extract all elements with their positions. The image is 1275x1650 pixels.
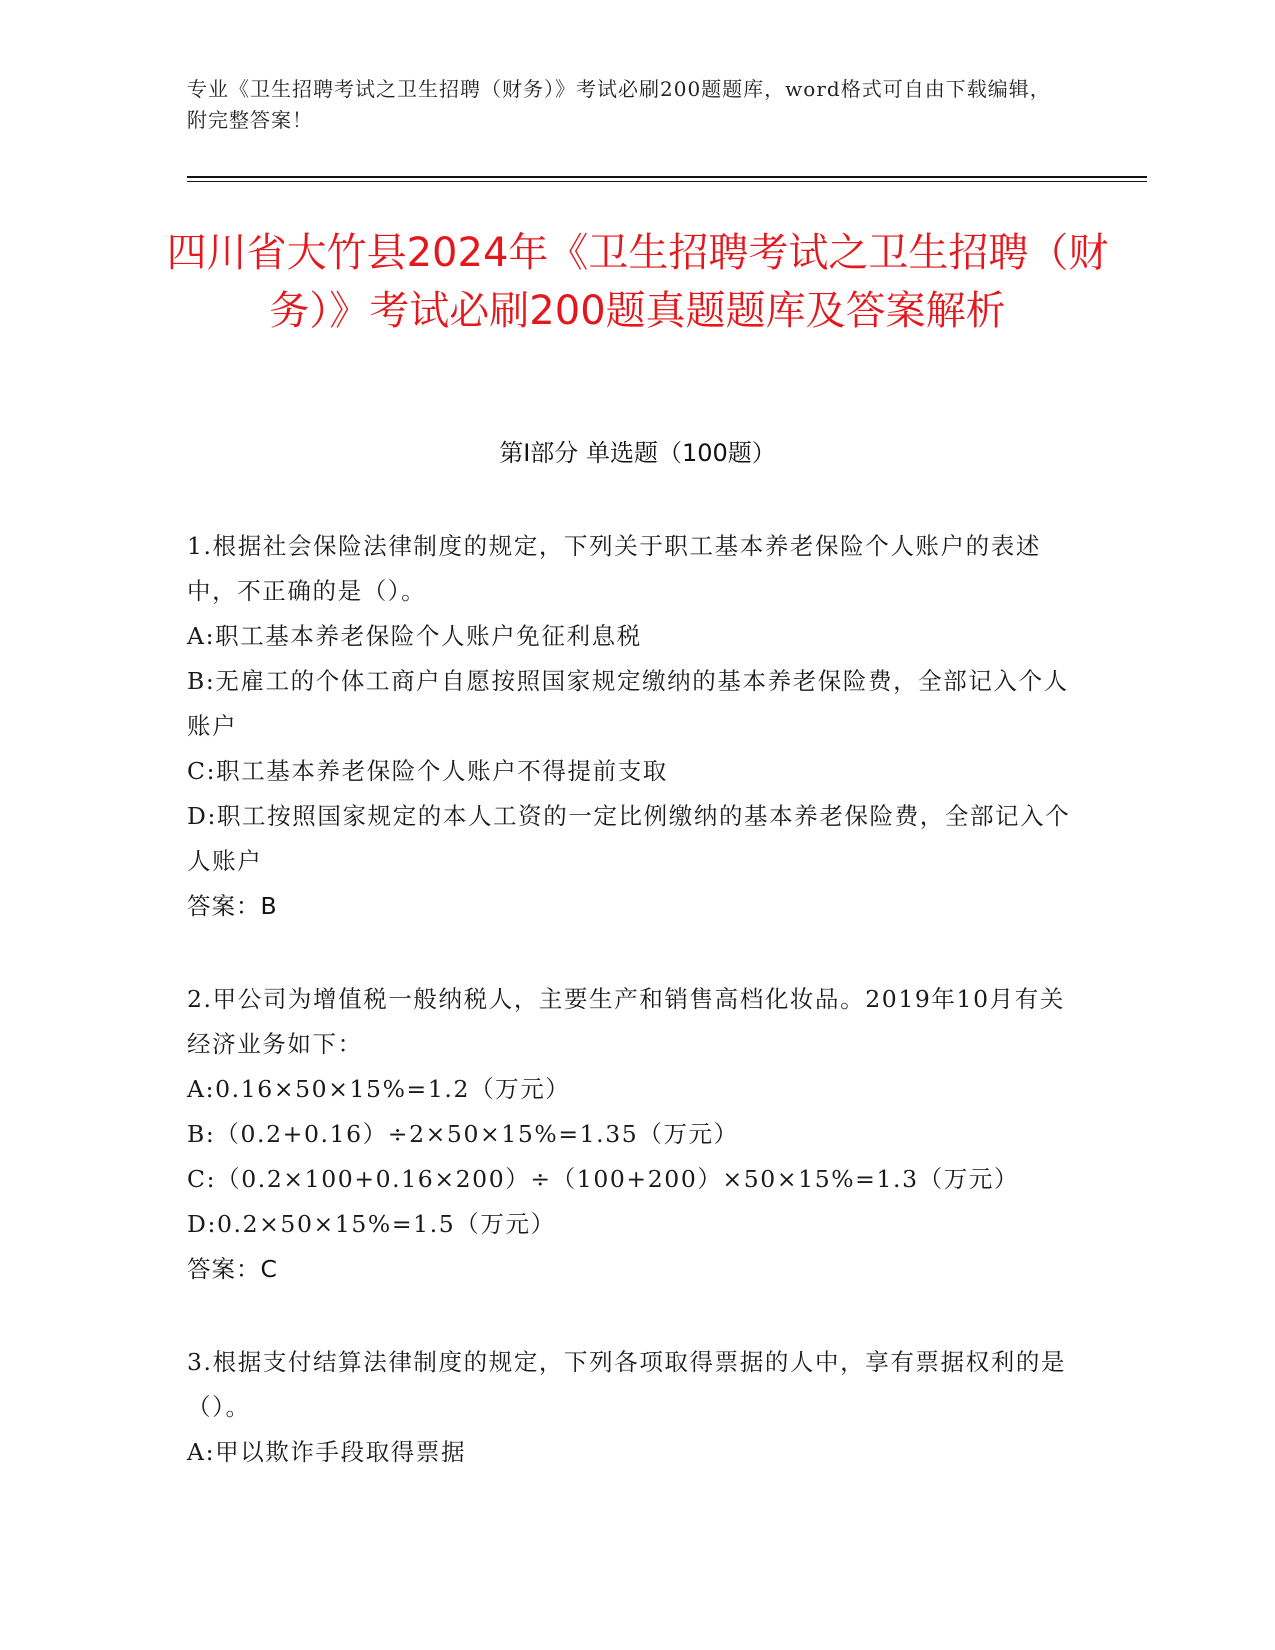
answer-line: 答案：B — [187, 892, 278, 920]
question-stem: 3.根据支付结算法律制度的规定，下列各项取得票据的人中，享有票据权利的是（）。 — [187, 1348, 1067, 1421]
option-d: D:0.2×50×15%=1.5（万元） — [187, 1210, 556, 1238]
option-a: A:0.16×50×15%=1.2（万元） — [187, 1075, 571, 1103]
question-stem: 2.甲公司为增值税一般纳税人，主要生产和销售高档化妆品。2019年10月有关经济业务如下： — [187, 985, 1065, 1058]
question-2 — [187, 977, 1077, 1292]
document-title: 四川省大竹县2024年《卫生招聘考试之卫生招聘（财务）》考试必刷200题真题题库及答案解析 — [166, 230, 1109, 334]
header-note: 专业《卫生招聘考试之卫生招聘（财务）》考试必刷200题题库，word格式可自由下载编辑，附完整答案！ — [187, 77, 1051, 132]
question-1 — [187, 524, 1077, 929]
header-divider-thick — [187, 176, 1147, 178]
option-c: C:（0.2×100+0.16×200）÷（100+200）×50×15%=1.3（万元） — [187, 1165, 1020, 1193]
question-3 — [187, 1340, 1077, 1475]
option-a: A:职工基本养老保险个人账户免征利息税 — [187, 622, 642, 650]
answer-line: 答案：C — [187, 1255, 278, 1283]
question-stem: 1.根据社会保险法律制度的规定，下列关于职工基本养老保险个人账户的表述中，不正确的是（）。 — [187, 532, 1041, 605]
question-list — [187, 524, 1077, 1523]
section-heading: 第Ⅰ部分 单选题（100题） — [499, 439, 776, 467]
option-b: B:（0.2+0.16）÷2×50×15%=1.35（万元） — [187, 1120, 739, 1148]
option-c: C:职工基本养老保险个人账户不得提前支取 — [187, 757, 668, 785]
option-a: A:甲以欺诈手段取得票据 — [187, 1438, 467, 1466]
option-b: B:无雇工的个体工商户自愿按照国家规定缴纳的基本养老保险费，全部记入个人账户 — [187, 667, 1069, 740]
header-divider-thin — [187, 181, 1147, 182]
option-d: D:职工按照国家规定的本人工资的一定比例缴纳的基本养老保险费，全部记入个人账户 — [187, 802, 1071, 875]
